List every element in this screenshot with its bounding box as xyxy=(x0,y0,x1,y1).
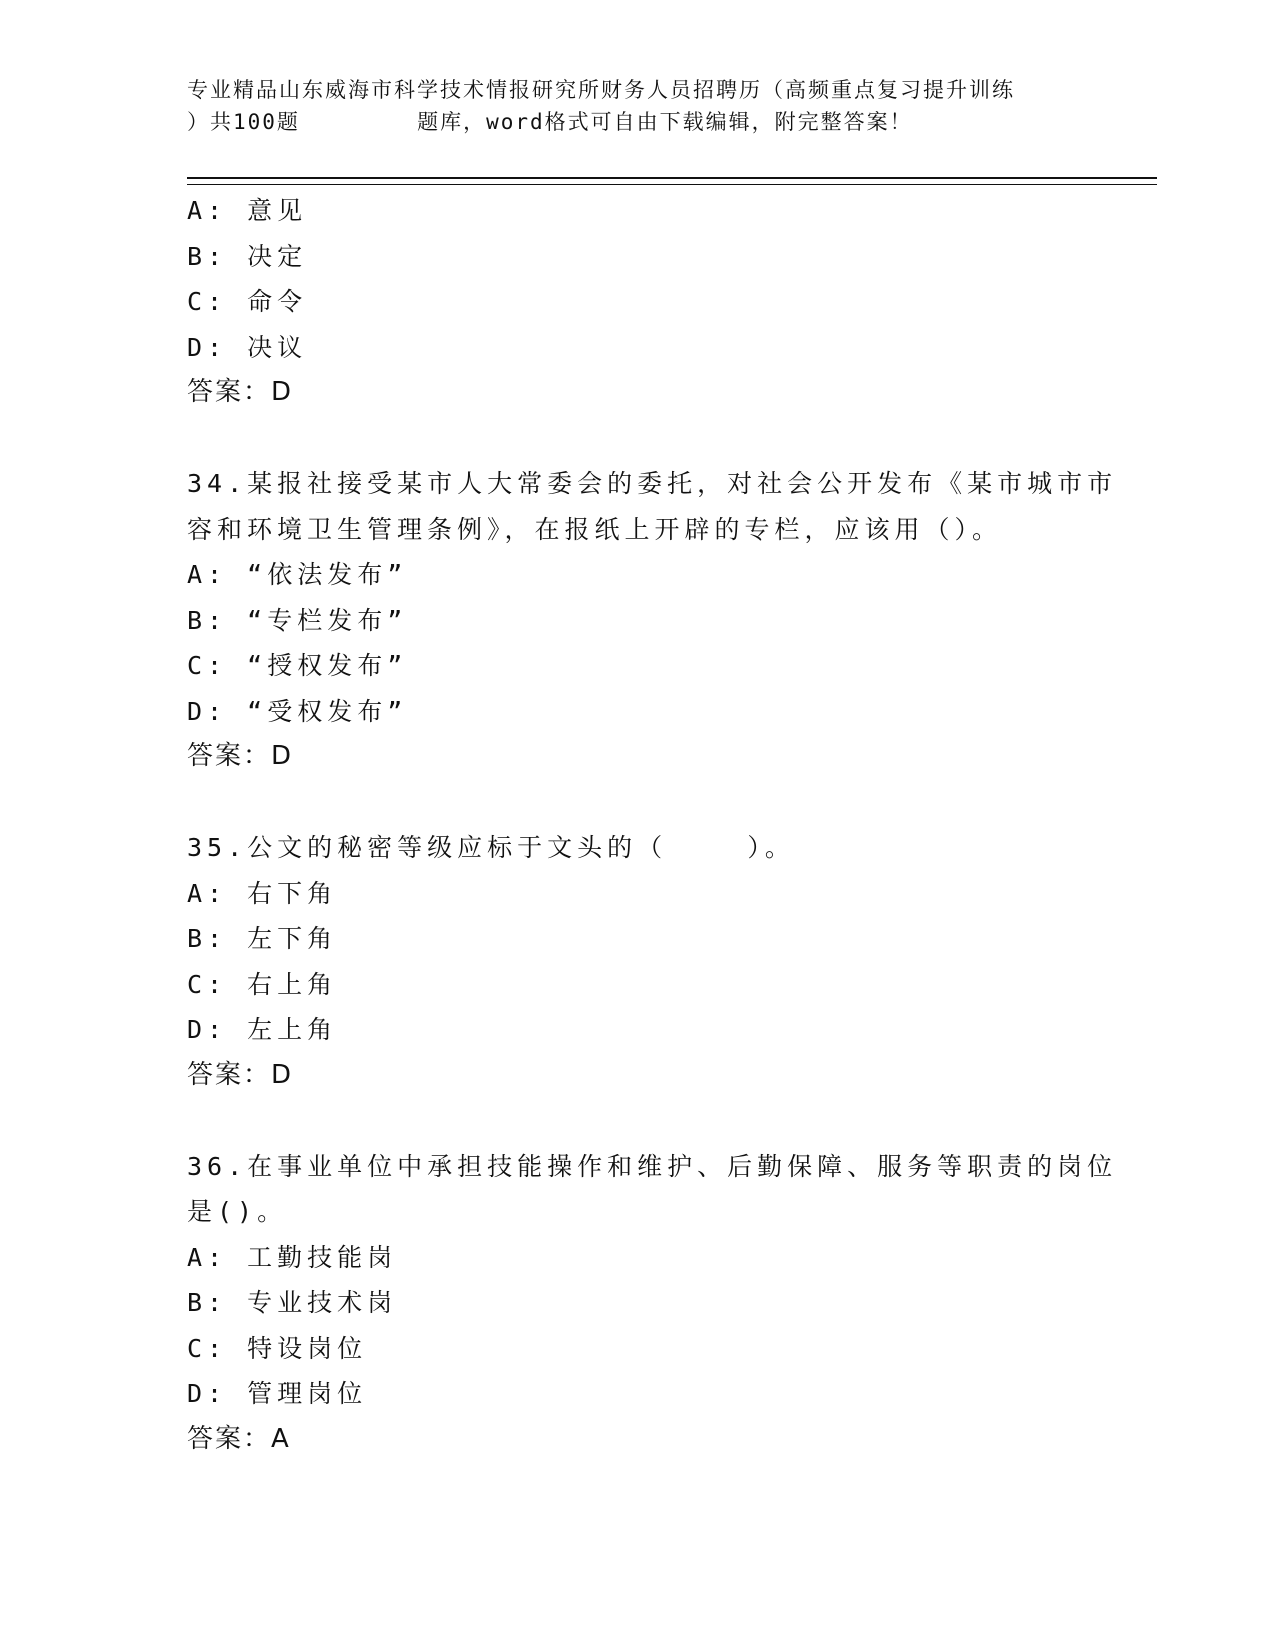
question-33 xyxy=(187,188,1127,416)
option-b: B: 专业技术岗 xyxy=(187,1288,398,1317)
option-c: C: “授权发布” xyxy=(187,651,408,680)
document-body xyxy=(187,188,1127,1462)
option-b: B: “专栏发布” xyxy=(187,605,408,635)
option-a: A: 工勤技能岗 xyxy=(187,1242,398,1272)
answer: 答案：D xyxy=(187,377,294,407)
option-a: A: 右下角 xyxy=(187,878,338,908)
option-d: D: “受权发布” xyxy=(187,696,408,726)
option-c: C: 右上角 xyxy=(187,969,338,999)
answer: 答案：A xyxy=(187,1423,291,1454)
option-b: B: 左下角 xyxy=(187,924,338,953)
option-a: A: 意见 xyxy=(187,196,308,225)
question-stem-cont: 是()。 xyxy=(187,1197,288,1226)
spacer xyxy=(187,416,1127,462)
option-a: A: “依法发布” xyxy=(187,560,408,589)
answer: 答案：D xyxy=(187,1059,294,1090)
option-d: D: 管理岗位 xyxy=(187,1379,368,1408)
option-c: C: 特设岗位 xyxy=(187,1333,368,1363)
question-stem: 34.某报社接受某市人大常委会的委托，对社会公开发布《某市城市市 xyxy=(187,469,1118,498)
question-34 xyxy=(187,461,1127,780)
header-line-1: 专业精品山东威海市科学技术情报研究所财务人员招聘历（高频重点复习提升训练 xyxy=(187,78,1015,102)
question-stem: 36.在事业单位中承担技能操作和维护、后勤保障、服务等职责的岗位 xyxy=(187,1151,1118,1181)
option-b: B: 决定 xyxy=(187,241,308,271)
option-d: D: 决议 xyxy=(187,332,308,362)
option-c: C: 命令 xyxy=(187,287,308,316)
question-stem: 35.公文的秘密等级应标于文头的（ ）。 xyxy=(187,833,795,862)
question-36 xyxy=(187,1144,1127,1463)
answer: 答案：D xyxy=(187,741,294,771)
question-35 xyxy=(187,825,1127,1098)
page-header xyxy=(187,74,1087,138)
spacer xyxy=(187,780,1127,826)
question-stem-cont: 容和环境卫生管理条例》，在报纸上开辟的专栏，应该用（）。 xyxy=(187,514,1003,544)
spacer xyxy=(187,1098,1127,1144)
header-line-2: ）共100题 题库，word格式可自由下载编辑，附完整答案！ xyxy=(187,110,913,134)
header-divider xyxy=(187,177,1157,185)
option-d: D: 左上角 xyxy=(187,1015,338,1044)
